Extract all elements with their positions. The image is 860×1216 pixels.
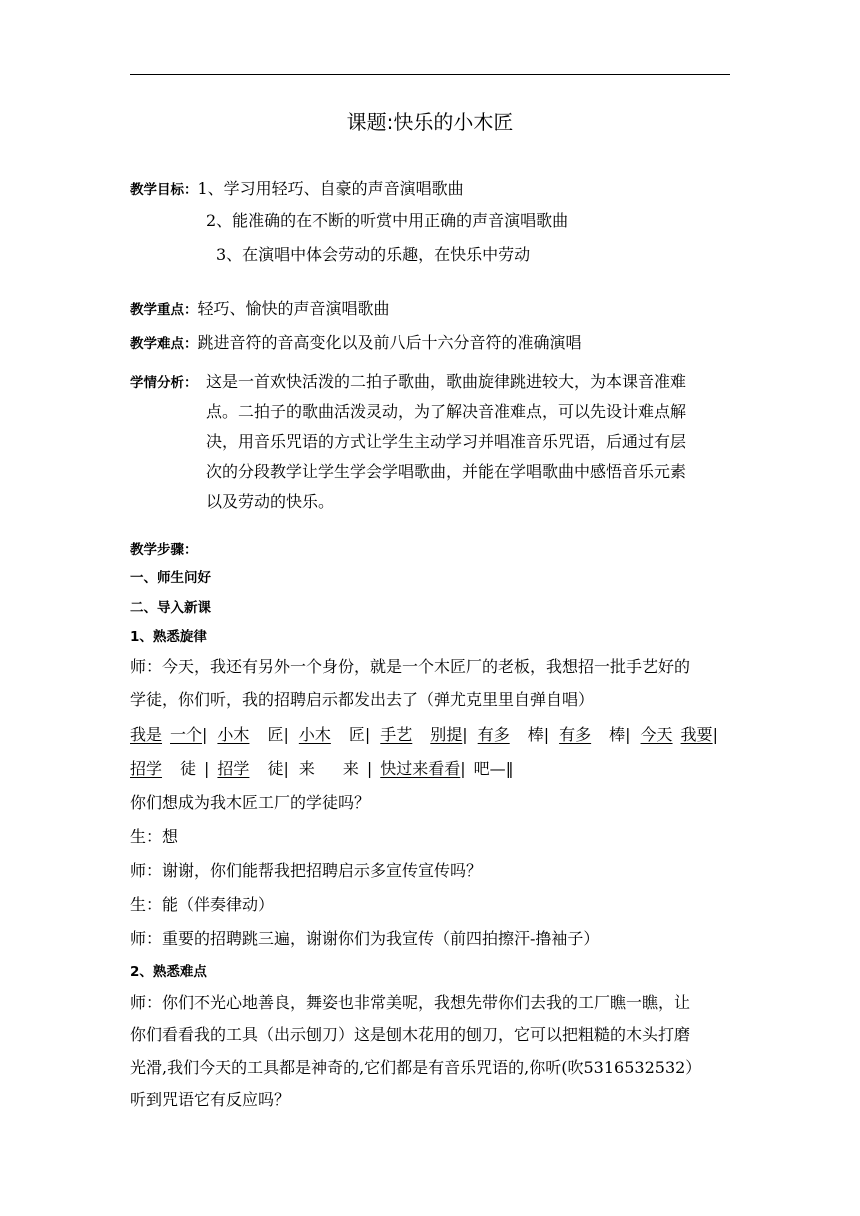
difficulty-text: 跳进音符的音高变化以及前八后十六分音符的准确演唱 <box>197 333 582 352</box>
paragraph-2: 光滑,我们今天的工具都是神奇的,它们都是有音乐咒语的,你听(吹5316532532） <box>130 1058 702 1077</box>
analysis-line: 这是一首欢快活泼的二拍子歌曲，歌曲旋律跳进较大，为本课音准难 <box>206 372 687 391</box>
lyric: 我是 <box>130 725 163 744</box>
answer-1: 生：想 <box>130 827 179 846</box>
goal-3: 3、在演唱中体会劳动的乐趣，在快乐中劳动 <box>216 245 531 264</box>
lyric: 棒 <box>527 725 544 744</box>
answer-2: 生：能（伴奏律动） <box>130 895 275 914</box>
step-2: 二、导入新课 <box>130 600 211 616</box>
question-2: 师：谢谢，你们能帮我把招聘启示多宣传宣传吗？ <box>130 861 483 880</box>
key-point <box>130 298 390 321</box>
lyrics-line-2 <box>130 758 514 780</box>
lyric: 徒 <box>180 759 197 778</box>
question-1: 你们想成为我木匠工厂的学徒吗？ <box>130 793 371 812</box>
lyric: 徒 <box>267 759 284 778</box>
lyric: 招学 <box>130 759 163 778</box>
analysis-label: 学情分析： <box>130 375 198 391</box>
paragraph-2: 听到咒语它有反应吗？ <box>130 1090 291 1109</box>
bar-line: | <box>283 725 289 744</box>
lyric: 有多 <box>477 725 510 744</box>
lyric: 我要 <box>680 725 713 744</box>
goal-1: 1、学习用轻巧、自豪的声音演唱歌曲 <box>197 179 464 198</box>
lyric: 招学 <box>217 759 250 778</box>
header-rule <box>130 74 730 75</box>
bar-line: | <box>283 759 289 778</box>
bar-line: | <box>366 759 373 778</box>
lyric: 吧—‖ <box>473 759 514 778</box>
lyric: 一个 <box>170 725 203 744</box>
difficulty-label: 教学难点： <box>130 336 198 352</box>
bar-line: | <box>462 725 468 744</box>
lyric: 有多 <box>559 725 592 744</box>
step-1: 一、师生问好 <box>130 570 211 586</box>
sub-heading-1: 1、熟悉旋律 <box>130 629 207 645</box>
analysis-line: 以及劳动的快乐。 <box>206 492 335 511</box>
paragraph-2: 师：你们不光心地善良，舞姿也非常美呢，我想先带你们去我的工厂瞧一瞧，让 <box>130 993 691 1012</box>
key-point-text: 轻巧、愉快的声音演唱歌曲 <box>197 299 390 318</box>
bar-line: | <box>460 759 466 778</box>
difficulty <box>130 332 582 355</box>
paragraph-2: 你们看看我的工具（出示刨刀）这是刨木花用的刨刀，它可以把粗糙的木头打磨 <box>130 1025 691 1044</box>
paragraph-1a: 师：今天，我还有另外一个身份，就是一个木匠厂的老板，我想招一批手艺好的 <box>130 657 691 676</box>
bar-line: | <box>712 725 718 744</box>
lyric: 小木 <box>298 725 331 744</box>
bar-line: | <box>202 725 208 744</box>
lyric: 来 <box>342 759 359 778</box>
bar-line: | <box>364 725 371 744</box>
lyric: 棒 <box>609 725 626 744</box>
key-point-label: 教学重点： <box>130 302 198 318</box>
steps-label: 教学步骤： <box>130 542 198 558</box>
lyric: 来 <box>298 759 315 778</box>
lyric: 别提 <box>430 725 463 744</box>
lyric: 手艺 <box>380 725 413 744</box>
sub-heading-2: 2、熟悉难点 <box>130 964 207 980</box>
goals-line-1 <box>130 178 464 201</box>
question-3: 师：重要的招聘跳三遍，谢谢你们为我宣传（前四拍擦汗-撸袖子） <box>130 929 600 948</box>
lyric: 小木 <box>217 725 250 744</box>
lyric: 匠 <box>348 725 365 744</box>
lyrics-line-1 <box>130 724 718 746</box>
analysis-line: 次的分段教学让学生学会学唱歌曲，并能在学唱歌曲中感悟音乐元素 <box>206 462 687 481</box>
goals-label: 教学目标： <box>130 182 198 198</box>
lyric: 匠 <box>267 725 284 744</box>
paragraph-1b: 学徒，你们听，我的招聘启示都发出去了（弹尤克里里自弹自唱） <box>130 690 595 709</box>
lyric: 快过来看看 <box>380 759 461 778</box>
analysis-line: 点。二拍子的歌曲活泼灵动，为了解决音准难点，可以先设计难点解 <box>206 402 687 421</box>
analysis-line: 决，用音乐咒语的方式让学生主动学习并唱准音乐咒语，后通过有层 <box>206 432 687 451</box>
lyric: 今天 <box>640 725 673 744</box>
bar-line: | <box>204 759 210 778</box>
bar-line: | <box>543 725 550 744</box>
goal-2: 2、能准确的在不断的听赏中用正确的声音演唱歌曲 <box>206 211 569 230</box>
page-title: 课题:快乐的小木匠 <box>346 110 514 134</box>
analysis-text <box>206 367 736 517</box>
bar-line: | <box>625 725 631 744</box>
